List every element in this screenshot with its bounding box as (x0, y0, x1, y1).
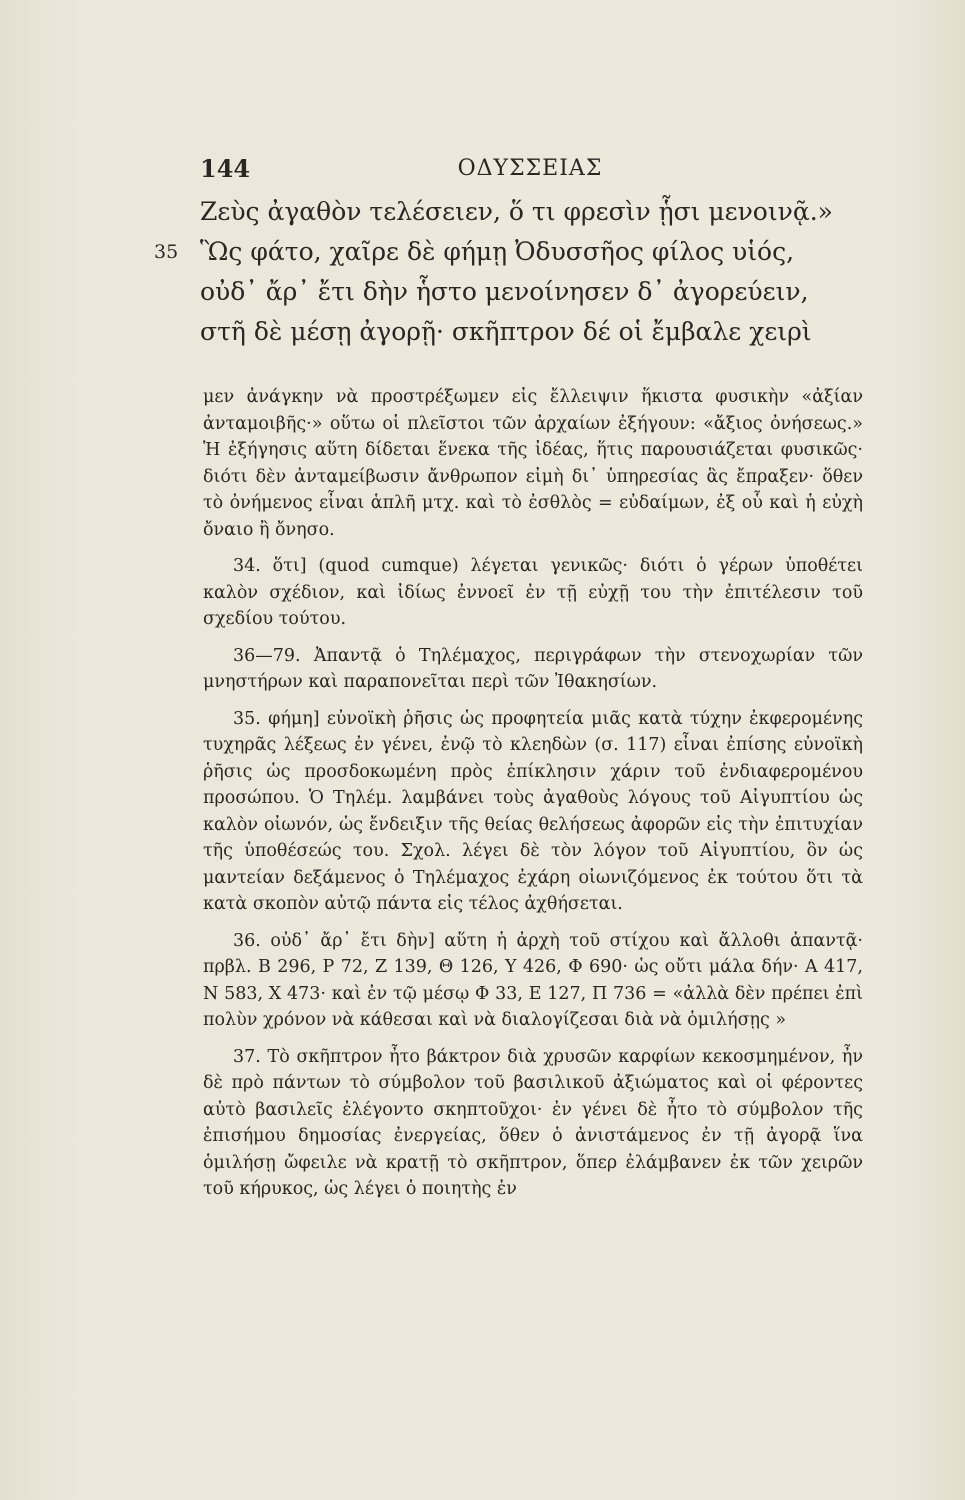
verse-block (154, 192, 840, 352)
commentary-notes (203, 384, 863, 1203)
page-header (200, 154, 860, 184)
verse-line (154, 232, 840, 272)
verse-line (200, 312, 840, 352)
verse-text: Ὣς φάτο, χαῖρε δὲ φήμῃ Ὀδυσσῆος φίλος υἱός, (200, 237, 795, 266)
commentary-paragraph: μεν ἀνάγκην νὰ προστρέξωμεν εἰς ἔλλειψιν ἥκιστα φυσικὴν «ἀξίαν ἀνταμοιβῆς·» οὕτω οἱ πλεῖστοι τῶν ἀρχαίων ἐξήγουν: «ἄξιος ὀνήσεως.» Ἡ ἐξήγησις αὕτη δίδεται ἕνεκα τῆς ἰδέας, ἥτις παρουσιάζεται φυσικῶς· διότι δὲν ἀνταμείβωσιν ἄνθρωπον εἰμὴ δι᾽ ὑπηρεσίας ἃς ἔπραξεν· ὅθεν τὸ ὀνήμενος εἶναι ἁπλῆ μτχ. καὶ τὸ ἐσθλὸς = εὐδαίμων, ἐξ οὗ καὶ ἡ εὐχὴ ὄναιο ἢ ὄνησο. (203, 387, 863, 540)
verse-text: στῆ δὲ μέσῃ ἀγορῇ· σκῆπτρον δέ οἱ ἔμβαλε χειρὶ (200, 317, 812, 346)
verse-number: 35 (154, 241, 179, 263)
commentary-paragraph: 36—79. Ἀπαντᾷ ὁ Τηλέμαχος, περιγράφων τὴν στενοχωρίαν τῶν μνηστήρων καὶ παραπονεῖται περὶ τῶν Ἰθακησίων. (203, 645, 863, 692)
page-number: 144 (200, 154, 251, 183)
verse-text: Ζεὺς ἀγαθὸν τελέσειεν, ὅ τι φρεσὶν ᾗσι μενοινᾷ.» (200, 197, 833, 226)
running-title: ΟΔΥΣΣΕΙΑΣ (457, 156, 603, 181)
verse-line (200, 272, 840, 312)
commentary-paragraph: 37. Τὸ σκῆπτρον ἦτο βάκτρον διὰ χρυσῶν καρφίων κεκοσμημένον, ἦν δὲ πρὸ πάντων τὸ σύμβολον τοῦ βασιλικοῦ ἀξιώματος καὶ οἱ φέροντες αὐτὸ βασιλεῖς ἐλέγοντο σκηπτοῦχοι· ἐν γένει δὲ ἦτο τὸ σύμβολον τῆς ἐπισήμου δημοσίας ἐνεργείας, ὅθεν ὁ ἀνιστάμενος ἐν τῇ ἀγορᾷ ἵνα ὁμιλήσῃ ὤφειλε νὰ κρατῇ τὸ σκῆπτρον, ὅπερ ἐλάμβανεν ἐκ τῶν χειρῶν τοῦ κήρυκος, ὡς λέγει ὁ ποιητὴς ἐν (203, 1046, 863, 1199)
commentary-paragraph: 36. οὐδ᾽ ἄρ᾽ ἔτι δὴν] αὕτη ἡ ἀρχὴ τοῦ στίχου καὶ ἄλλοθι ἀπαντᾷ· πρβλ. Β 296, Ρ 72, Ζ 139, Θ 126, Υ 426, Φ 690· ὡς οὔτι μάλα δήν· Α 417, Ν 583, Χ 473· καὶ ἐν τῷ μέσῳ Φ 33, Ε 127, Π 736 = «ἀλλὰ δὲν πρέπει ἐπὶ πολὺν χρόνον νὰ κάθεσαι καὶ νὰ διαλογίζεσαι διὰ νὰ ὁμιλήσῃς » (203, 930, 863, 1030)
commentary-paragraph: 34. ὅτι] (quod cumque) λέγεται γενικῶς· διότι ὁ γέρων ὑποθέτει καλὸν σχέδιον, καὶ ἰδίως ἐννοεῖ ἐν τῇ εὐχῇ του τὴν ἐπιτέλεσιν τοῦ σχεδίου τούτου. (203, 556, 863, 629)
verse-line (200, 192, 840, 232)
commentary-paragraph: 35. φήμη] εὐνοϊκὴ ῥῆσις ὡς προφητεία μιᾶς κατὰ τύχην ἐκφερομένης τυχηρᾶς λέξεως ἐν γένει, ἐνῷ τὸ κλεηδὼν (σ. 117) εἶναι ἐπίσης εὐνοϊκὴ ῥῆσις ὡς προσδοκωμένη πρὸς ἐπίκλησιν χάριν τοῦ ἐνδιαφερομένου προσώπου. Ὁ Τηλέμ. λαμβάνει τοὺς ἀγαθοὺς λόγους τοῦ Αἰγυπτίου ὡς καλὸν οἰωνόν, ὡς ἔνδειξιν τῆς θείας θελήσεως ἀφορῶν εἰς τὴν ἐπιτυχίαν τῆς ὑποθέσεώς του. Σχολ. λέγει δὲ τὸν λόγον τοῦ Αἰγυπτίου, ὃν ὡς μαντείαν δεξάμενος ὁ Τηλέμαχος ἐχάρη οἰωνιζόμενος ἐκ τούτου ὅτι τὰ κατὰ σκοπὸν αὐτῷ πάντα εἰς τέλος ἀχθήσεται. (203, 708, 863, 914)
verse-text: οὐδ᾽ ἄρ᾽ ἔτι δὴν ἧστο μενοίνησεν δ᾽ ἀγορεύειν, (200, 277, 809, 306)
